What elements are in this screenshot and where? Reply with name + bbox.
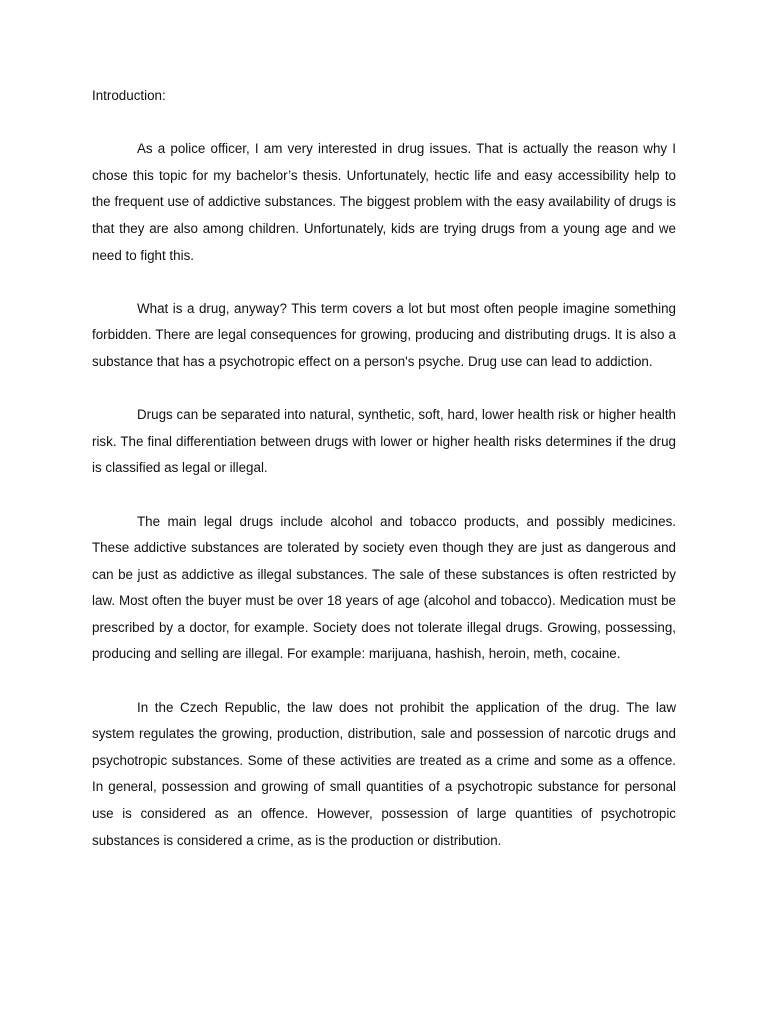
paragraph-4: The main legal drugs include alcohol and tobacco products, and possibly medicines. These addictive substances are tolerated by society even though they are just as dangerous and can be just as addictive as illegal substances. The sale of these substances is often restricted by law. Most often the buyer must be over 18 years of age (alcohol and tobacco). Medication must be prescribed by a doctor, for example. Society does not tolerate illegal drugs. Growing, possessing, producing and selling are illegal. For example: marijuana, hashish, heroin, meth, cocaine. <box>92 513 676 662</box>
paragraph-3: Drugs can be separated into natural, synthetic, soft, hard, lower health risk or higher health risk. The final differentiation between drugs with lower or higher health risks determines if the drug is classified as legal or illegal. <box>92 407 676 476</box>
section-heading: Introduction: <box>92 88 166 103</box>
paragraph-2: What is a drug, anyway? This term covers a lot but most often people imagine something forbidden. There are legal consequences for growing, producing and distributing drugs. It is also a substance that has a psychotropic effect on a person's psyche. Drug use can lead to addiction. <box>92 300 676 369</box>
paragraph-5: In the Czech Republic, the law does not prohibit the application of the drug. The law system regulates the growing, production, distribution, sale and possession of narcotic drugs and psychotropic substances. Some of these activities are treated as a crime and some as a offence. In general, possession and growing of small quantities of a psychotropic substance for personal use is considered as an offence. However, possession of large quantities of psychotropic substances is considered a crime, as is the production or distribution. <box>92 699 676 848</box>
paragraph-1: As a police officer, I am very interested in drug issues. That is actually the reason why I chose this topic for my bachelor’s thesis. Unfortunately, hectic life and easy accessibility help to the frequent use of addictive substances. The biggest problem with the easy availability of drugs is that they are also among children. Unfortunately, kids are trying drugs from a young age and we need to fight this. <box>92 141 676 263</box>
